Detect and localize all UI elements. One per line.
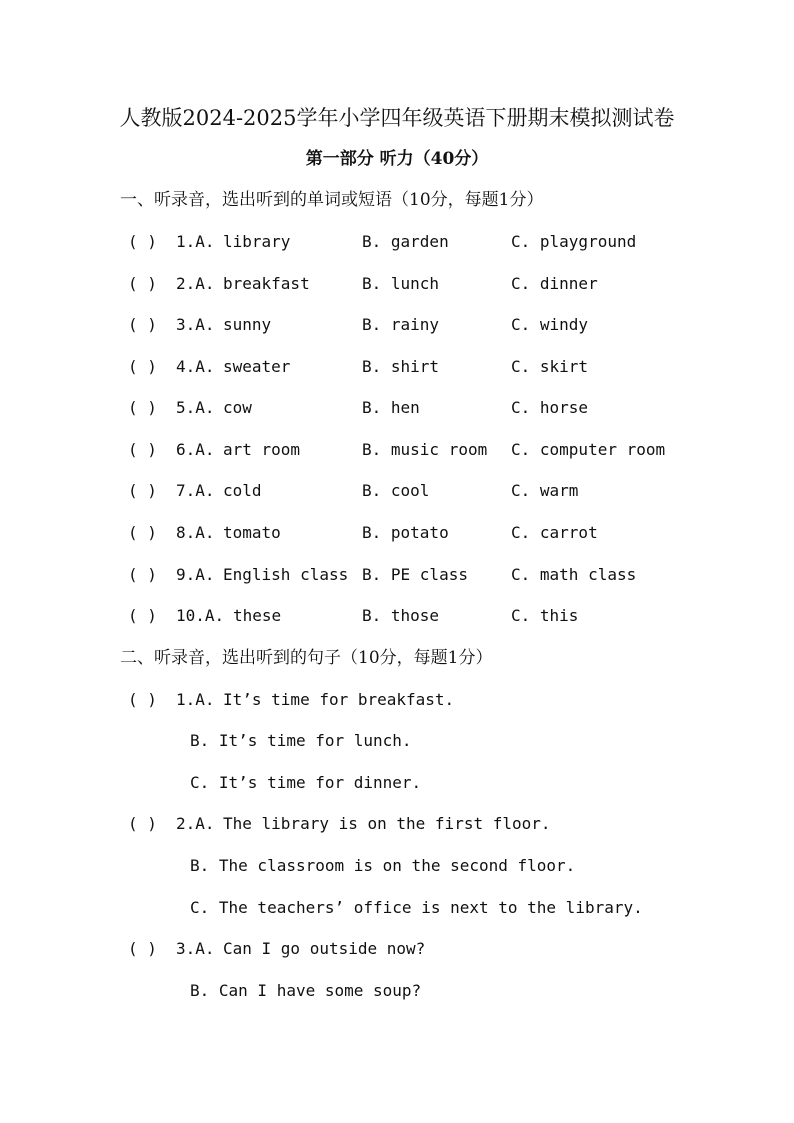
question-number: 2.A. xyxy=(176,814,215,833)
answer-blank[interactable]: ( ) xyxy=(128,398,157,417)
answer-blank[interactable]: ( ) xyxy=(128,232,157,251)
option-b: B. rainy xyxy=(362,315,440,334)
question-number: 5.A. xyxy=(176,398,215,417)
question-number: 3.A. xyxy=(176,939,215,958)
answer-blank[interactable]: ( ) xyxy=(128,814,157,833)
option-a: English class xyxy=(223,565,349,584)
option-a: cold xyxy=(223,481,262,500)
option-a: Can I go outside now? xyxy=(223,939,426,958)
option-b: B. It’s time for lunch. xyxy=(190,731,412,750)
option-b: B. Can I have some soup? xyxy=(190,981,422,1000)
question-number: 1.A. xyxy=(176,232,215,251)
option-a: cow xyxy=(223,398,252,417)
option-a: these xyxy=(233,606,282,625)
answer-blank[interactable]: ( ) xyxy=(128,606,157,625)
option-c: C. horse xyxy=(511,398,589,417)
answer-blank[interactable]: ( ) xyxy=(128,274,157,293)
option-b: B. garden xyxy=(362,232,449,251)
option-b: B. music room xyxy=(362,440,488,459)
option-a: sunny xyxy=(223,315,272,334)
option-c: C. warm xyxy=(511,481,579,500)
option-b: B. shirt xyxy=(362,357,440,376)
option-c: C. math class xyxy=(511,565,637,584)
option-c: C. dinner xyxy=(511,274,598,293)
question-number: 10.A. xyxy=(176,606,225,625)
option-b: B. PE class xyxy=(362,565,468,584)
answer-blank[interactable]: ( ) xyxy=(128,939,157,958)
option-c: C. computer room xyxy=(511,440,666,459)
question-number: 2.A. xyxy=(176,274,215,293)
answer-blank[interactable]: ( ) xyxy=(128,481,157,500)
part-title: 第一部分 听力（40分） xyxy=(305,149,489,169)
option-a: tomato xyxy=(223,523,281,542)
option-a: sweater xyxy=(223,357,291,376)
option-c: C. skirt xyxy=(511,357,589,376)
question-number: 9.A. xyxy=(176,565,215,584)
section1-heading: 一、听录音，选出听到的单词或短语（10分，每题1分） xyxy=(120,190,544,210)
exam-title: 人教版2024-2025学年小学四年级英语下册期末模拟测试卷 xyxy=(119,106,675,130)
option-b: B. hen xyxy=(362,398,420,417)
option-c: C. this xyxy=(511,606,579,625)
option-c: C. windy xyxy=(511,315,589,334)
question-number: 1.A. xyxy=(176,690,215,709)
question-number: 7.A. xyxy=(176,481,215,500)
answer-blank[interactable]: ( ) xyxy=(128,565,157,584)
option-c: C. It’s time for dinner. xyxy=(190,773,422,792)
option-c: C. carrot xyxy=(511,523,598,542)
option-a: art room xyxy=(223,440,301,459)
answer-blank[interactable]: ( ) xyxy=(128,523,157,542)
section2-heading: 二、听录音，选出听到的句子（10分，每题1分） xyxy=(120,648,493,668)
question-number: 8.A. xyxy=(176,523,215,542)
option-b: B. The classroom is on the second floor. xyxy=(190,856,576,875)
answer-blank[interactable]: ( ) xyxy=(128,440,157,459)
question-number: 4.A. xyxy=(176,357,215,376)
option-a: It’s time for breakfast. xyxy=(223,690,455,709)
option-b: B. potato xyxy=(362,523,449,542)
option-b: B. lunch xyxy=(362,274,440,293)
question-number: 6.A. xyxy=(176,440,215,459)
option-a: breakfast xyxy=(223,274,310,293)
answer-blank[interactable]: ( ) xyxy=(128,315,157,334)
option-a: The library is on the first floor. xyxy=(223,814,551,833)
question-number: 3.A. xyxy=(176,315,215,334)
answer-blank[interactable]: ( ) xyxy=(128,357,157,376)
option-b: B. those xyxy=(362,606,440,625)
option-c: C. The teachers’ office is next to the library. xyxy=(190,898,643,917)
option-a: library xyxy=(223,232,291,251)
option-c: C. playground xyxy=(511,232,637,251)
answer-blank[interactable]: ( ) xyxy=(128,690,157,709)
option-b: B. cool xyxy=(362,481,430,500)
